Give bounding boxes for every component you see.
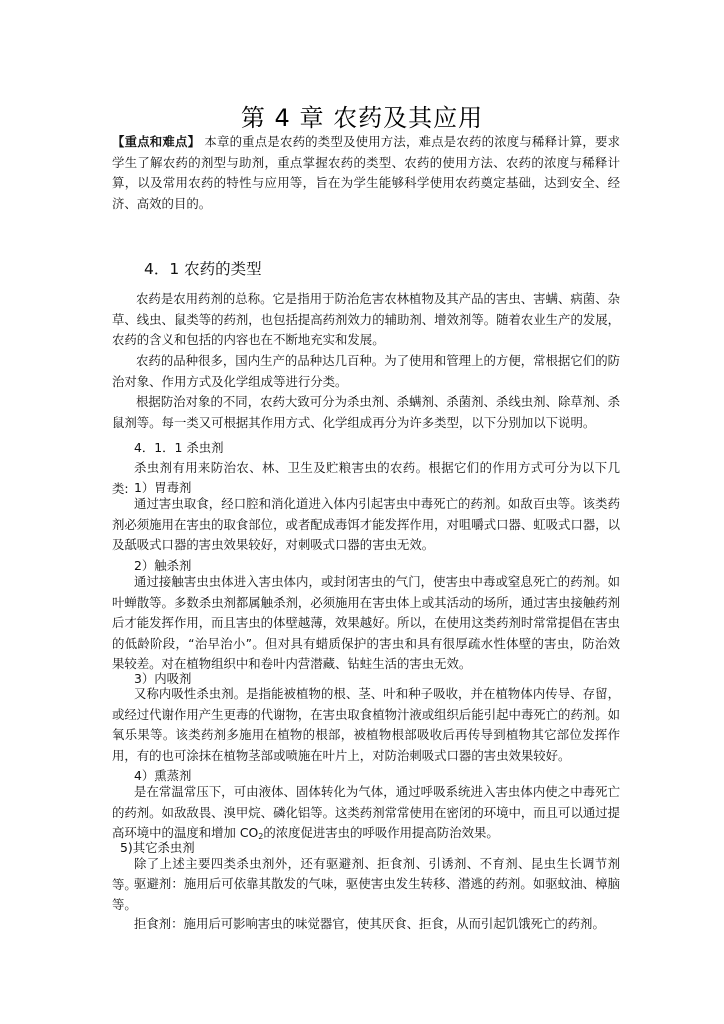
item-label-contact: 2）触杀剂 xyxy=(134,558,192,573)
paragraph-definition: 农药是农用药剂的总称。它是指用于防治危害农林植物及其产品的害虫、害螨、病菌、杂草、线虫、鼠类等的药剂，也包括提高药剂效力的辅助剂、增效剂等。随着农业生产的发展，农药的含义和包括的内容也在不断地充实和发展。 xyxy=(112,291,621,347)
chapter-title: 第 4 章 农药及其应用 xyxy=(240,104,484,132)
item-label-stomach-poison: 1）胃毒剂 xyxy=(134,480,192,495)
key-points-paragraph xyxy=(112,132,620,214)
item-label-systemic: 3）内吸剂 xyxy=(134,671,192,686)
antifeedant-paragraph: 拒食剂：施用后可影响害虫的味觉器官，使其厌食、拒食，从而引起饥饿死亡的药剂。 xyxy=(134,916,605,931)
key-points-text: 本章的重点是农药的类型及使用方法，难点是农药的浓度与稀释计算，要求学生了解农药的剂型与助剂，重点掌握农药的类型、农药的使用方法、农药的浓度与稀释计算，以及常用农药的特性与应用等，旨在为学生能够科学使用农药奠定基础，达到安全、经济、高效的目的。 xyxy=(112,134,621,211)
repellent-paragraph: 驱避剂：施用后可依靠其散发的气味，驱使害虫发生转移、潜逃的药剂。如驱蚊油、樟脑等。 xyxy=(112,876,620,912)
item-text-systemic: 又称内吸性杀虫剂。是指能被植物的根、茎、叶和种子吸收，并在植物体内传导、存留，或经过代谢作用产生更毒的代谢物，在害虫取食植物汁液或组织后能引起中毒死亡的药剂。如氧乐果等。该类药剂多施用在植物的根部，被植物根部吸收后再传导到植物其它部位发挥作用，有的也可涂抹在植物茎部或喷施在叶片上，对防治刺吸式口器的害虫效果较好。 xyxy=(112,686,621,763)
paragraph-classification: 根据防治对象的不同，农药大致可分为杀虫剂、杀螨剂、杀菌剂、杀线虫剂、除草剂、杀鼠剂等。每一类又可根据其作用方式、化学组成再分为许多类型，以下分别加以下说明。 xyxy=(112,394,620,430)
item-text-other: 除了上述主要四类杀虫剂外，还有驱避剂、拒食剂、引诱剂、不育剂、昆虫生长调节剂等。 xyxy=(112,856,620,892)
section-heading-4-1: 4．1 农药的类型 xyxy=(144,260,262,278)
fumigant-text-a: 是在常温常压下，可由液体、固体转化为气体，通过呼吸系统进入害虫体内使之中毒死亡的药剂。如敌敌畏、溴甲烷、磷化铝等。这类药剂常常使用在密闭的环境中，而且可以通过提高环境中的温度和增加 CO xyxy=(112,784,621,840)
paragraph-varieties: 农药的品种很多，国内生产的品种达几百种。为了使用和管理上的方便，常根据它们的防治对象、作用方式及化学组成等进行分类。 xyxy=(112,353,620,389)
section-heading-4-1-1: 4．1．1 杀虫剂 xyxy=(134,440,224,455)
item-text-contact: 通过接触害虫虫体进入害虫体内，或封闭害虫的气门，使害虫中毒或窒息死亡的药剂。如叶蝉散等。多数杀虫剂都属触杀剂，必须施用在害虫体上或其活动的场所，通过害虫接触药剂后才能发挥作用，而且害虫的体壁越薄，效果越好。所以，在使用这类药剂时常常提倡在害虫的低龄阶段，“治早治小”。但对具有蜡质保护的害虫和具有很厚疏水性体壁的害虫，防治效果较差。对在植物组织中和卷叶内营潜藏、钻蛀生活的害虫无效。 xyxy=(112,574,621,671)
fumigant-subscript: 2 xyxy=(258,832,264,841)
item-text-stomach-poison: 通过害虫取食，经口腔和消化道进入体内引起害虫中毒死亡的药剂。如敌百虫等。该类药剂必须施用在害虫的取食部位，或者配成毒饵才能发挥作用，对咀嚼式口器、虹吸式口器，以及舐吸式口器的害虫效果较好，对刺吸式口器的害虫无效。 xyxy=(112,496,621,552)
fumigant-text-b: 的浓度促进害虫的呼吸作用提高防治效果。 xyxy=(263,825,499,840)
item-label-other: 5)其它杀虫剂 xyxy=(120,840,195,855)
key-points-label: 【重点和难点】 xyxy=(112,134,201,149)
insecticide-intro: 杀虫剂有用来防治农、林、卫生及贮粮害虫的农药。根据它们的作用方式可分为以下几类: xyxy=(112,460,620,496)
item-label-fumigant: 4）熏蒸剂 xyxy=(134,768,192,783)
